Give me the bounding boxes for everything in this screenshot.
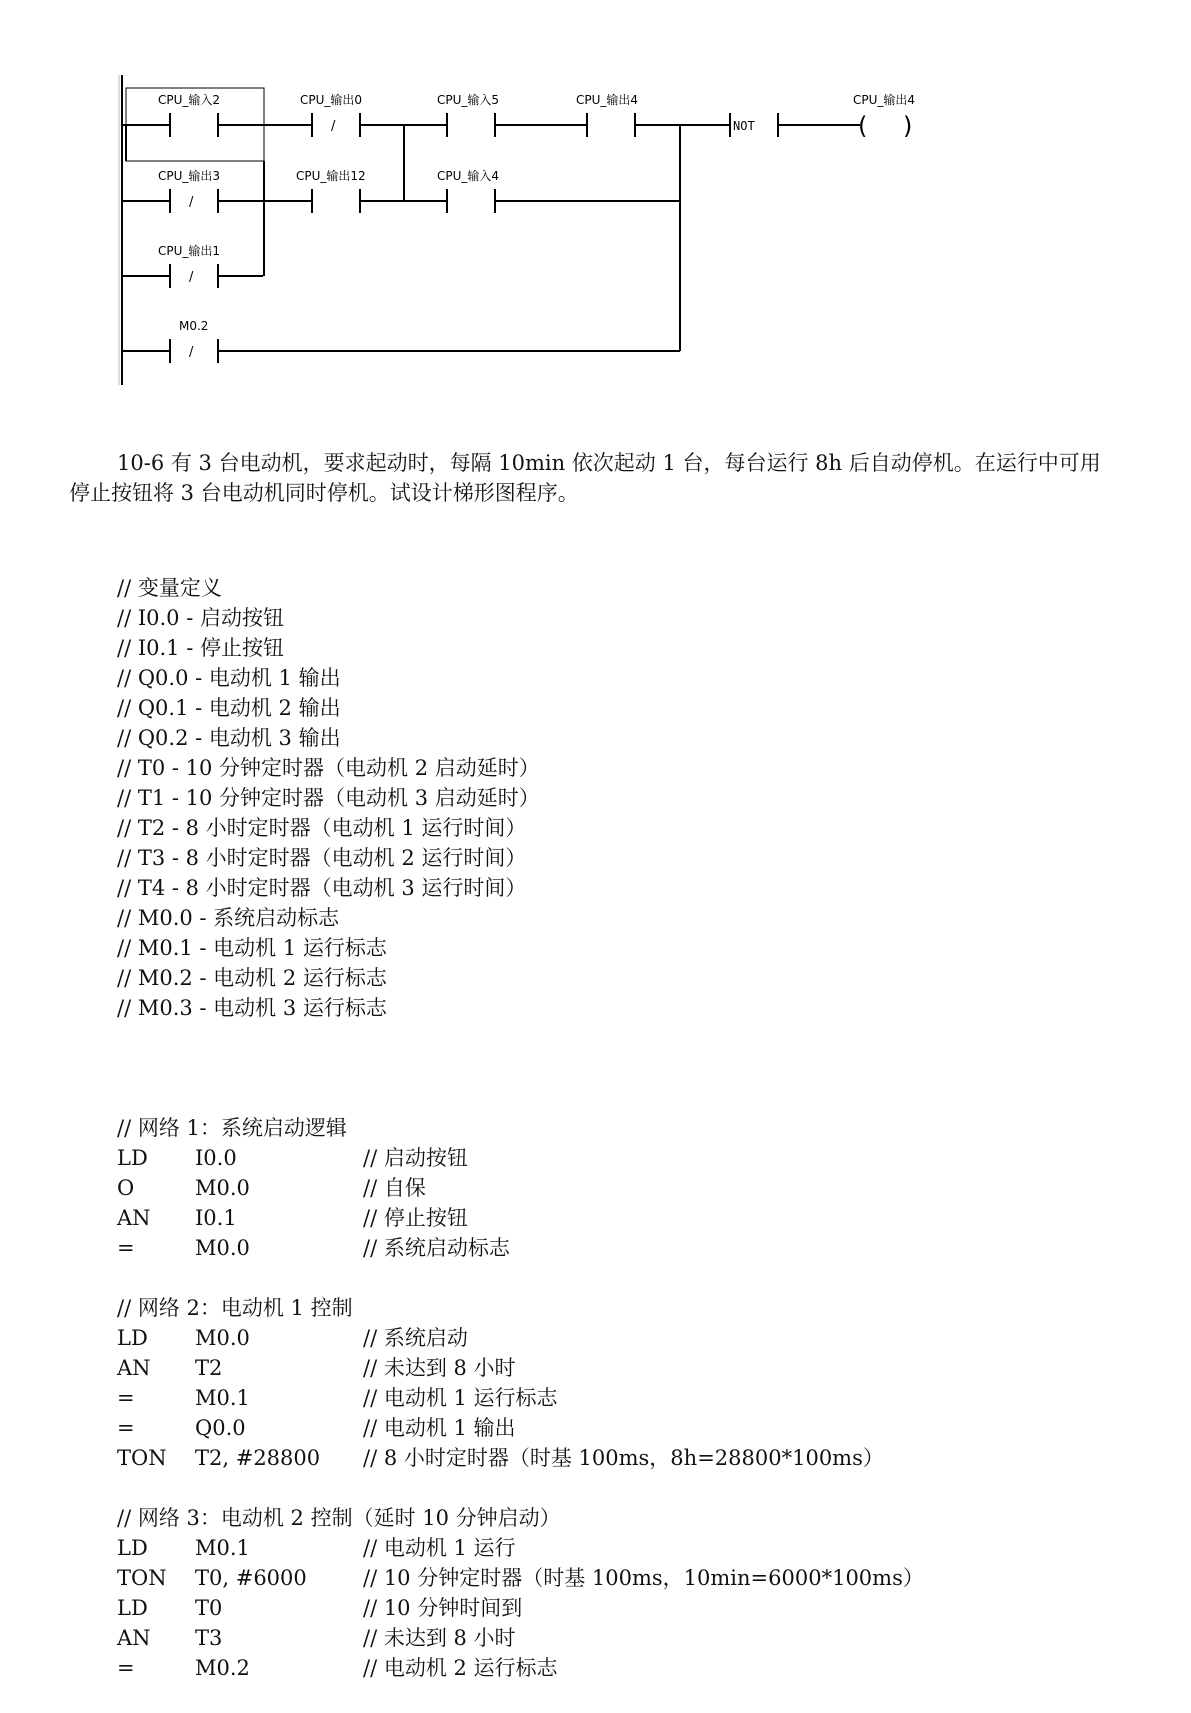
instruction-comment: // 电动机 1 运行标志 (363, 1386, 558, 1410)
ladder-diagram (0, 0, 1191, 400)
instruction-op: AN (117, 1356, 151, 1380)
blank-line (117, 1263, 924, 1293)
variable-line: // M0.3 - 电动机 3 运行标志 (117, 996, 387, 1020)
instruction-row (117, 1443, 924, 1473)
instruction-operand: M0.0 (195, 1176, 250, 1200)
variable-line: // T0 - 10 分钟定时器（电动机 2 启动延时） (117, 756, 540, 780)
instruction-op: O (117, 1176, 135, 1200)
nc-slash: / (189, 345, 194, 360)
variable-line: // Q0.1 - 电动机 2 输出 (117, 696, 341, 720)
instruction-row (117, 1203, 924, 1233)
contact-cpu-input5 (437, 92, 499, 137)
program-listing (117, 513, 924, 1713)
instruction-op: = (117, 1386, 135, 1410)
nc-slash: / (331, 119, 336, 134)
contact-label: CPU_输出0 (300, 93, 363, 107)
instruction-comment: // 启动按钮 (363, 1146, 468, 1170)
variable-line: // 变量定义 (117, 576, 222, 600)
network-title: // 网络 1：系统启动逻辑 (117, 1116, 347, 1140)
instruction-operand: M0.1 (195, 1536, 250, 1560)
instruction-op: AN (117, 1626, 151, 1650)
instruction-row (117, 1353, 924, 1383)
not-block (730, 113, 778, 137)
instruction-operand: T3 (195, 1626, 223, 1650)
instruction-comment: // 停止按钮 (363, 1206, 468, 1230)
variable-line: // M0.0 - 系统启动标志 (117, 906, 340, 930)
instruction-operand: M0.0 (195, 1326, 250, 1350)
contact-label: CPU_输出4 (576, 93, 639, 107)
instruction-operand: M0.0 (195, 1236, 250, 1260)
instruction-operand: I0.1 (195, 1206, 237, 1230)
contact-cpu-output12 (296, 168, 366, 213)
contact-label: CPU_输出12 (296, 169, 366, 183)
contact-cpu-input4 (437, 168, 499, 213)
problem-statement (69, 448, 1119, 508)
variable-definitions (117, 573, 924, 1023)
network-title: // 网络 2：电动机 1 控制 (117, 1296, 353, 1320)
variable-line: // T4 - 8 小时定时器（电动机 3 运行时间） (117, 876, 527, 900)
instruction-row (117, 1653, 924, 1683)
coil-right-paren: ) (903, 112, 913, 140)
networks (117, 1083, 924, 1683)
coil-left-paren: ( (858, 112, 868, 140)
contact-m0-2 (170, 319, 218, 363)
instruction-row (117, 1593, 924, 1623)
contact-cpu-output3 (158, 168, 220, 213)
instruction-operand: M0.2 (195, 1656, 250, 1680)
instruction-row (117, 1533, 924, 1563)
instruction-op: LD (117, 1146, 148, 1170)
instruction-comment: // 系统启动 (363, 1326, 468, 1350)
contact-cpu-output1 (158, 243, 220, 288)
problem-text: 10-6 有 3 台电动机，要求起动时，每隔 10min 依次起动 1 台，每台运行 8h 后自动停机。在运行中可用停止按钮将 3 台电动机同时停机。试设计梯形图程序。 (69, 451, 1101, 505)
instruction-comment: // 系统启动标志 (363, 1236, 510, 1260)
instruction-op: = (117, 1656, 135, 1680)
instruction-row (117, 1143, 924, 1173)
instruction-comment: // 8 小时定时器（时基 100ms，8h=28800*100ms） (363, 1446, 884, 1470)
blank-line (117, 1473, 924, 1503)
contact-label: CPU_输入4 (437, 169, 500, 183)
instruction-comment: // 电动机 2 运行标志 (363, 1656, 558, 1680)
instruction-comment: // 未达到 8 小时 (363, 1356, 516, 1380)
variable-line: // Q0.2 - 电动机 3 输出 (117, 726, 341, 750)
instruction-operand: T0, #6000 (195, 1566, 307, 1590)
contact-label: M0.2 (179, 319, 209, 333)
instruction-comment: // 自保 (363, 1176, 426, 1200)
instruction-row (117, 1623, 924, 1653)
variable-line: // I0.1 - 停止按钮 (117, 636, 284, 660)
nc-slash: / (189, 270, 194, 285)
variable-line: // M0.2 - 电动机 2 运行标志 (117, 966, 387, 990)
variable-line: // T1 - 10 分钟定时器（电动机 3 启动延时） (117, 786, 540, 810)
instruction-op: LD (117, 1536, 148, 1560)
instruction-operand: M0.1 (195, 1386, 250, 1410)
instruction-comment: // 电动机 1 运行 (363, 1536, 516, 1560)
instruction-operand: T2, #28800 (195, 1446, 321, 1470)
instruction-comment: // 未达到 8 小时 (363, 1626, 516, 1650)
instruction-op: = (117, 1236, 135, 1260)
instruction-op: TON (117, 1446, 167, 1470)
instruction-op: AN (117, 1206, 151, 1230)
instruction-comment: // 10 分钟定时器（时基 100ms，10min=6000*100ms） (363, 1566, 924, 1590)
instruction-row (117, 1413, 924, 1443)
contact-label: CPU_输出3 (158, 169, 221, 183)
contact-label: CPU_输入2 (158, 93, 221, 107)
instruction-op: TON (117, 1566, 167, 1590)
network-title: // 网络 3：电动机 2 控制（延时 10 分钟启动） (117, 1506, 561, 1530)
instruction-op: = (117, 1416, 135, 1440)
nc-slash: / (189, 195, 194, 210)
variable-line: // Q0.0 - 电动机 1 输出 (117, 666, 341, 690)
output-coil (853, 92, 915, 140)
contact-label: CPU_输入5 (437, 93, 500, 107)
blank-line (117, 1083, 924, 1113)
variable-line: // T2 - 8 小时定时器（电动机 1 运行时间） (117, 816, 527, 840)
instruction-comment: // 电动机 1 输出 (363, 1416, 516, 1440)
instruction-operand: I0.0 (195, 1146, 237, 1170)
instruction-row (117, 1233, 924, 1263)
coil-label: CPU_输出4 (853, 93, 916, 107)
variable-line: // I0.0 - 启动按钮 (117, 606, 284, 630)
contact-cpu-output4 (576, 92, 638, 137)
instruction-operand: T0 (195, 1596, 223, 1620)
instruction-op: LD (117, 1326, 148, 1350)
contact-label: CPU_输出1 (158, 244, 221, 258)
instruction-row (117, 1323, 924, 1353)
variable-line: // T3 - 8 小时定时器（电动机 2 运行时间） (117, 846, 527, 870)
instruction-operand: T2 (195, 1356, 223, 1380)
contact-cpu-input2 (158, 92, 220, 137)
not-label: NOT (733, 119, 755, 133)
instruction-op: LD (117, 1596, 148, 1620)
instruction-operand: Q0.0 (195, 1416, 246, 1440)
instruction-row (117, 1563, 924, 1593)
variable-line: // M0.1 - 电动机 1 运行标志 (117, 936, 387, 960)
instruction-comment: // 10 分钟时间到 (363, 1596, 523, 1620)
instruction-row (117, 1383, 924, 1413)
contact-cpu-output0 (300, 92, 362, 137)
instruction-row (117, 1173, 924, 1203)
